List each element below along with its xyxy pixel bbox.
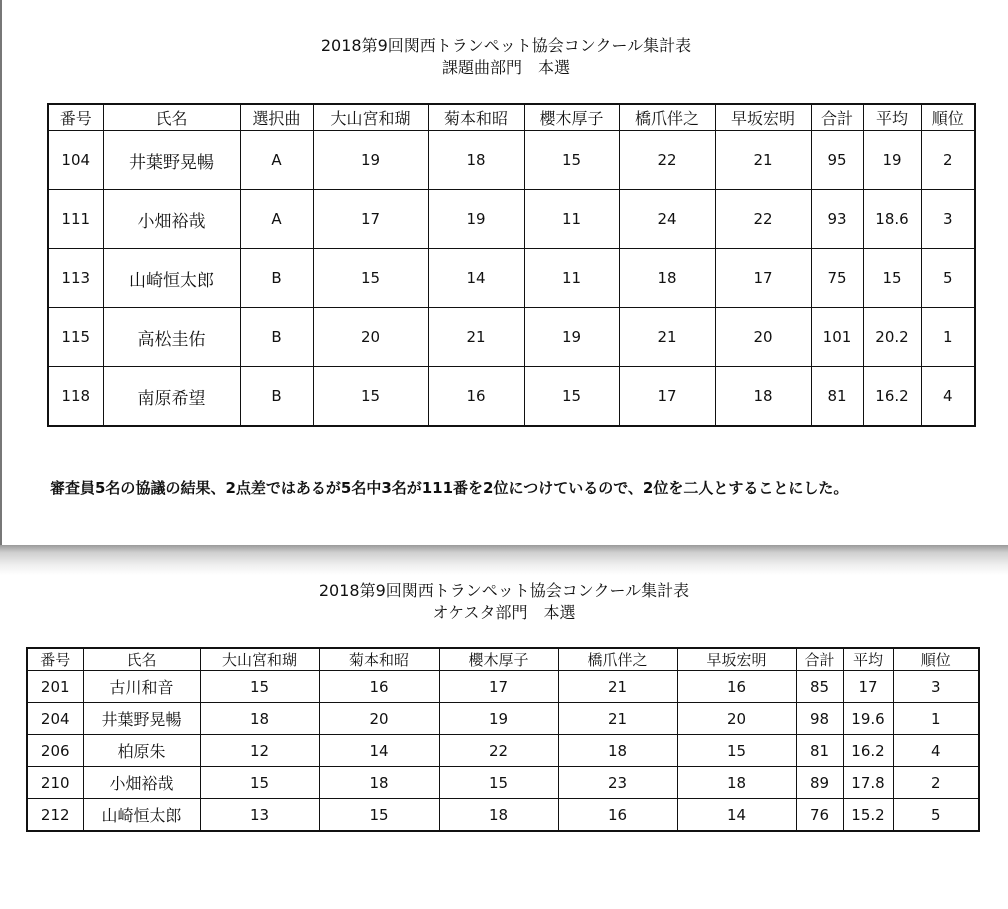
rank: 1 [893, 703, 979, 735]
table-row [27, 671, 979, 703]
column-header: 平均 [843, 648, 893, 671]
judge-score: 15 [200, 767, 319, 799]
average-score: 16.2 [843, 735, 893, 767]
total-score: 81 [811, 367, 863, 427]
judge-score: 21 [558, 703, 677, 735]
judge-score: 13 [200, 799, 319, 832]
sheet-subtitle: 課題曲部門 本選 [441, 58, 570, 77]
total-score: 93 [811, 190, 863, 249]
total-score: 95 [811, 131, 863, 190]
score-table-assigned-piece [47, 103, 976, 427]
contestant-name: 小畑裕哉 [103, 190, 240, 249]
column-header: 早坂宏明 [677, 648, 796, 671]
judge-score: 15 [524, 131, 619, 190]
judge-score: 15 [200, 671, 319, 703]
judge-score: 18 [715, 367, 811, 427]
entry-number: 212 [27, 799, 83, 832]
judge-score: 15 [677, 735, 796, 767]
contestant-name: 高松圭佑 [103, 308, 240, 367]
entry-number: 206 [27, 735, 83, 767]
score-table-orchestral-excerpts [26, 647, 980, 832]
judge-score: 17 [715, 249, 811, 308]
total-score: 75 [811, 249, 863, 308]
column-header: 菊本和昭 [319, 648, 439, 671]
contestant-name: 古川和音 [83, 671, 200, 703]
judge-score: 22 [715, 190, 811, 249]
judge-score: 14 [319, 735, 439, 767]
judge-score: 15 [319, 799, 439, 832]
total-score: 76 [796, 799, 843, 832]
rank: 3 [921, 190, 975, 249]
column-header: 選択曲 [240, 104, 313, 131]
judge-score: 21 [619, 308, 715, 367]
judge-score: 23 [558, 767, 677, 799]
judge-score: 11 [524, 249, 619, 308]
column-header: 合計 [811, 104, 863, 131]
total-score: 81 [796, 735, 843, 767]
judge-score: 22 [439, 735, 558, 767]
average-score: 15 [863, 249, 921, 308]
rank: 2 [893, 767, 979, 799]
judge-score: 21 [558, 671, 677, 703]
column-header: 順位 [921, 104, 975, 131]
column-header: 早坂宏明 [715, 104, 811, 131]
entry-number: 210 [27, 767, 83, 799]
judge-score: 18 [319, 767, 439, 799]
contestant-name: 柏原朱 [83, 735, 200, 767]
table-row [48, 249, 975, 308]
judge-score: 19 [428, 190, 524, 249]
table-row [27, 799, 979, 832]
entry-number: 113 [48, 249, 103, 308]
contestant-name: 小畑裕哉 [83, 767, 200, 799]
average-score: 17.8 [843, 767, 893, 799]
judge-score: 14 [428, 249, 524, 308]
column-header: 合計 [796, 648, 843, 671]
score-sheet-orchestral-excerpts [0, 575, 1008, 909]
rank: 4 [893, 735, 979, 767]
judge-score: 17 [619, 367, 715, 427]
judge-score: 15 [313, 249, 428, 308]
column-header: 大山宮和瑚 [313, 104, 428, 131]
column-header: 番号 [27, 648, 83, 671]
judge-score: 20 [677, 703, 796, 735]
rank: 1 [921, 308, 975, 367]
selected-piece: B [240, 249, 313, 308]
table-row [27, 735, 979, 767]
judge-score: 22 [619, 131, 715, 190]
selected-piece: A [240, 131, 313, 190]
judge-score: 21 [715, 131, 811, 190]
contestant-name: 井葉野晃暢 [103, 131, 240, 190]
table-row [27, 703, 979, 735]
average-score: 19.6 [843, 703, 893, 735]
judge-score: 18 [439, 799, 558, 832]
column-header: 櫻木厚子 [524, 104, 619, 131]
average-score: 16.2 [863, 367, 921, 427]
judge-score: 15 [524, 367, 619, 427]
table-row [48, 190, 975, 249]
judge-score: 18 [200, 703, 319, 735]
rank: 2 [921, 131, 975, 190]
judge-score: 17 [313, 190, 428, 249]
judge-score: 20 [319, 703, 439, 735]
entry-number: 104 [48, 131, 103, 190]
contestant-name: 南原希望 [103, 367, 240, 427]
sheet-title: 2018第9回関西トランペット協会コンクール集計表 [320, 36, 692, 55]
judge-score: 19 [524, 308, 619, 367]
average-score: 15.2 [843, 799, 893, 832]
total-score: 101 [811, 308, 863, 367]
column-header: 大山宮和瑚 [200, 648, 319, 671]
judge-score: 18 [677, 767, 796, 799]
judge-score: 16 [319, 671, 439, 703]
average-score: 18.6 [863, 190, 921, 249]
entry-number: 204 [27, 703, 83, 735]
sheet-subtitle: オケスタ部門 本選 [432, 603, 576, 622]
judge-score: 14 [677, 799, 796, 832]
table-row [48, 367, 975, 427]
judge-score: 11 [524, 190, 619, 249]
rank: 5 [921, 249, 975, 308]
judge-score: 16 [677, 671, 796, 703]
table-header-row [27, 648, 979, 671]
contestant-name: 山崎恒太郎 [103, 249, 240, 308]
column-header: 氏名 [83, 648, 200, 671]
judge-score: 21 [428, 308, 524, 367]
column-header: 橋爪伴之 [619, 104, 715, 131]
entry-number: 111 [48, 190, 103, 249]
average-score: 20.2 [863, 308, 921, 367]
judge-score: 16 [428, 367, 524, 427]
judging-note: 審査員5名の協議の結果、2点差ではあるが5名中3名が111番を2位につけているので、2位を二人とすることにした。 [50, 479, 849, 497]
entry-number: 115 [48, 308, 103, 367]
judge-score: 18 [558, 735, 677, 767]
entry-number: 118 [48, 367, 103, 427]
rank: 3 [893, 671, 979, 703]
column-header: 櫻木厚子 [439, 648, 558, 671]
average-score: 19 [863, 131, 921, 190]
total-score: 89 [796, 767, 843, 799]
judge-score: 18 [619, 249, 715, 308]
selected-piece: A [240, 190, 313, 249]
judge-score: 18 [428, 131, 524, 190]
rank: 5 [893, 799, 979, 832]
contestant-name: 山崎恒太郎 [83, 799, 200, 832]
table-row [48, 131, 975, 190]
total-score: 98 [796, 703, 843, 735]
page-separator [0, 545, 1008, 575]
table-row [48, 308, 975, 367]
column-header: 順位 [893, 648, 979, 671]
judge-score: 24 [619, 190, 715, 249]
column-header: 平均 [863, 104, 921, 131]
column-header: 橋爪伴之 [558, 648, 677, 671]
entry-number: 201 [27, 671, 83, 703]
average-score: 17 [843, 671, 893, 703]
judge-score: 17 [439, 671, 558, 703]
judge-score: 20 [313, 308, 428, 367]
column-header: 菊本和昭 [428, 104, 524, 131]
column-header: 番号 [48, 104, 103, 131]
judge-score: 12 [200, 735, 319, 767]
judge-score: 19 [313, 131, 428, 190]
judge-score: 20 [715, 308, 811, 367]
contestant-name: 井葉野晃暢 [83, 703, 200, 735]
selected-piece: B [240, 367, 313, 427]
total-score: 85 [796, 671, 843, 703]
table-header-row [48, 104, 975, 131]
rank: 4 [921, 367, 975, 427]
selected-piece: B [240, 308, 313, 367]
judge-score: 16 [558, 799, 677, 832]
judge-score: 15 [439, 767, 558, 799]
table-row [27, 767, 979, 799]
column-header: 氏名 [103, 104, 240, 131]
sheet-title: 2018第9回関西トランペット協会コンクール集計表 [318, 581, 690, 600]
judge-score: 15 [313, 367, 428, 427]
judge-score: 19 [439, 703, 558, 735]
